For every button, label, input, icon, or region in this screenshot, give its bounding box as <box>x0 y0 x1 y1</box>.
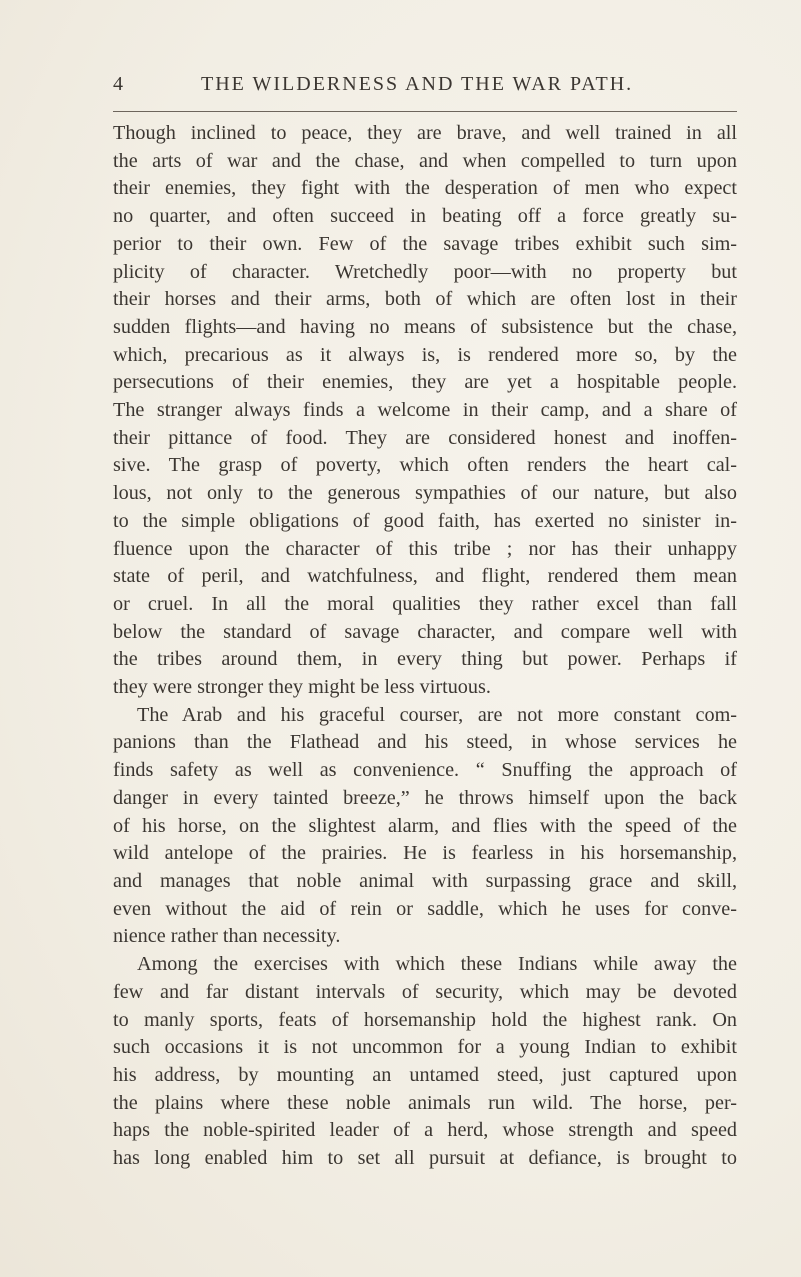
text-line: panions than the Flathead and his steed, in whose services he <box>113 731 737 754</box>
text-line: The stranger always finds a welcome in their camp, and a share of <box>113 399 737 422</box>
text-line: the plains where these noble animals run wild. The horse, per- <box>113 1091 737 1114</box>
text-line: Though inclined to peace, they are brave, and well trained in all <box>113 122 737 144</box>
text-line: wild antelope of the prairies. He is fearless in his horsemanship, <box>113 842 737 865</box>
text-line: lous, not only to the generous sympathies of our nature, but also <box>113 482 737 505</box>
text-line: even without the aid of rein or saddle, which he uses for conve- <box>113 897 737 920</box>
text-line: their enemies, they fight with the desperation of men who expect <box>113 177 737 200</box>
text-line: their pittance of food. They are considered honest and inoffen- <box>113 426 737 449</box>
text-line: state of peril, and watchfulness, and flight, rendered them mean <box>113 565 737 588</box>
text-line: perior to their own. Few of the savage tribes exhibit such sim- <box>113 232 737 255</box>
text-line: Among the exercises with which these Indians while away the <box>137 953 737 976</box>
text-line: fluence upon the character of this tribe ; nor has their unhappy <box>113 537 737 560</box>
text-line: plicity of character. Wretchedly poor—with no property but <box>113 260 737 283</box>
text-line: to the simple obligations of good faith, has exerted no sinister in- <box>113 509 737 532</box>
text-line: The Arab and his graceful courser, are not more constant com- <box>137 703 737 726</box>
text-line: of his horse, on the slightest alarm, and flies with the speed of the <box>113 814 737 837</box>
page-number: 4 <box>113 73 124 95</box>
text-line: nience rather than necessity. <box>113 925 341 948</box>
text-line: their horses and their arms, both of which are often lost in their <box>113 288 737 311</box>
text-line: to manly sports, feats of horsemanship hold the highest rank. On <box>113 1008 737 1031</box>
text-line: below the standard of savage character, and compare well with <box>113 620 737 643</box>
text-line: the tribes around them, in every thing but power. Perhaps if <box>113 648 737 671</box>
page-header <box>113 73 733 107</box>
text-line: sive. The grasp of poverty, which often renders the heart cal- <box>113 454 737 477</box>
text-line: has long enabled him to set all pursuit at defiance, is brought to <box>113 1147 737 1170</box>
text-line: the arts of war and the chase, and when compelled to turn upon <box>113 149 737 172</box>
text-line: finds safety as well as convenience. “ Snuffing the approach of <box>113 759 737 782</box>
text-line: persecutions of their enemies, they are yet a hospitable people. <box>113 371 737 394</box>
text-line: no quarter, and often succeed in beating off a force greatly su- <box>113 205 737 228</box>
text-line: or cruel. In all the moral qualities they rather excel than fall <box>113 592 737 615</box>
running-title: THE WILDERNESS AND THE WAR PATH. <box>201 73 634 95</box>
text-line: danger in every tainted breeze,” he throws himself upon the back <box>113 786 737 809</box>
text-line: such occasions it is not uncommon for a young Indian to exhibit <box>113 1036 737 1059</box>
text-line: haps the noble-spirited leader of a herd, whose strength and speed <box>113 1119 737 1142</box>
text-line: and manages that noble animal with surpassing grace and skill, <box>113 869 737 892</box>
text-line: few and far distant intervals of security, which may be devoted <box>113 980 737 1003</box>
text-line: which, precarious as it always is, is rendered more so, by the <box>113 343 737 366</box>
text-line: his address, by mounting an untamed steed, just captured upon <box>113 1063 737 1086</box>
text-line: sudden flights—and having no means of subsistence but the chase, <box>113 315 737 338</box>
text-line: they were stronger they might be less virtuous. <box>113 676 491 699</box>
header-rule <box>113 111 737 112</box>
body-text <box>113 120 737 1173</box>
